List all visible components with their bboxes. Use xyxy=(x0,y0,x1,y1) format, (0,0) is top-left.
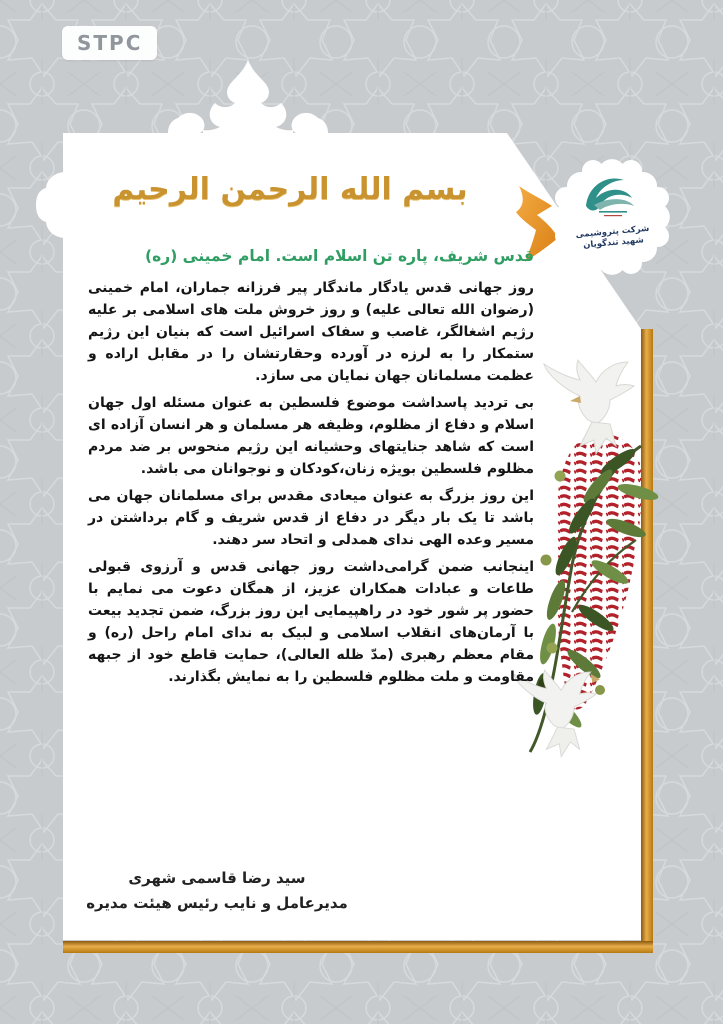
paragraph: این روز بزرگ به عنوان میعادی مقدس برای مسلمانان جهان می باشد تا یک بار دیگر در دفاع از قدس شریف و گام برداشتن در مسیر وعده الهی ندای همدلی و اتحاد سر دهند. xyxy=(88,488,534,548)
letter-body xyxy=(88,277,534,693)
quote-heading: قدس شریف، پاره تن اسلام است. امام خمینی (ره) xyxy=(145,247,534,265)
signature-name: سید رضا قاسمی شهری xyxy=(128,869,306,887)
paragraph: بی تردید پاسداشت موضوع فلسطین به عنوان مسئله اول جهان اسلام و دفاع از مظلوم، وظیفه هر مسلمان و هر انسان آزاده ای است که شاهد جنایتهای وحشیانه این رژیم منحوس بر ضد مردم مظلوم فلسطین بویژه زنان،کودکان و نوجوانان می باشد. xyxy=(88,395,534,477)
paragraph: روز جهانی قدس یادگار ماندگار پیر فرزانه جماران، امام خمینی (رضوان الله تعالی علیه) و روز خروش ملت های اسلامی بر علیه رژیم اشغالگر، غاصب و سفاک اسرائیل است که بنیان این رژیم ستمکار را به لرزه در آورده وحقارتشان را در مقابل اراده و عظمت مسلمانان جهان نمایان می سازد. xyxy=(88,280,534,384)
stpc-watermark-badge: STPC xyxy=(62,26,157,60)
bismillah-calligraphy: بسم الله الرحمن الرحیم xyxy=(112,172,468,207)
company-name-label: شرکت پتروشیمی شهید تندگویان xyxy=(575,223,650,251)
paragraph: اینجانب ضمن گرامی‌داشت روز جهانی قدس و آرزوی قبولی طاعات و عبادات همکاران عزیز، از همگان دعوت می نمایم با حضور پر شور خود در راهپیمایی این روز بزرگ، ضمن تجدید بیعت با آرمان‌های انقلاب اسلامی و لبیک به ندای امام راحل (ره) و مقام معظم رهبری (مدّ ظله العالی)، حمایت قاطع خود از جبهه مقاومت و ملت مظلوم فلسطین را به نمایش بگذارند. xyxy=(88,559,534,685)
signature-block xyxy=(72,866,362,916)
signature-title: مدیرعامل و نایب رئیس هیئت مدیره xyxy=(86,893,348,912)
